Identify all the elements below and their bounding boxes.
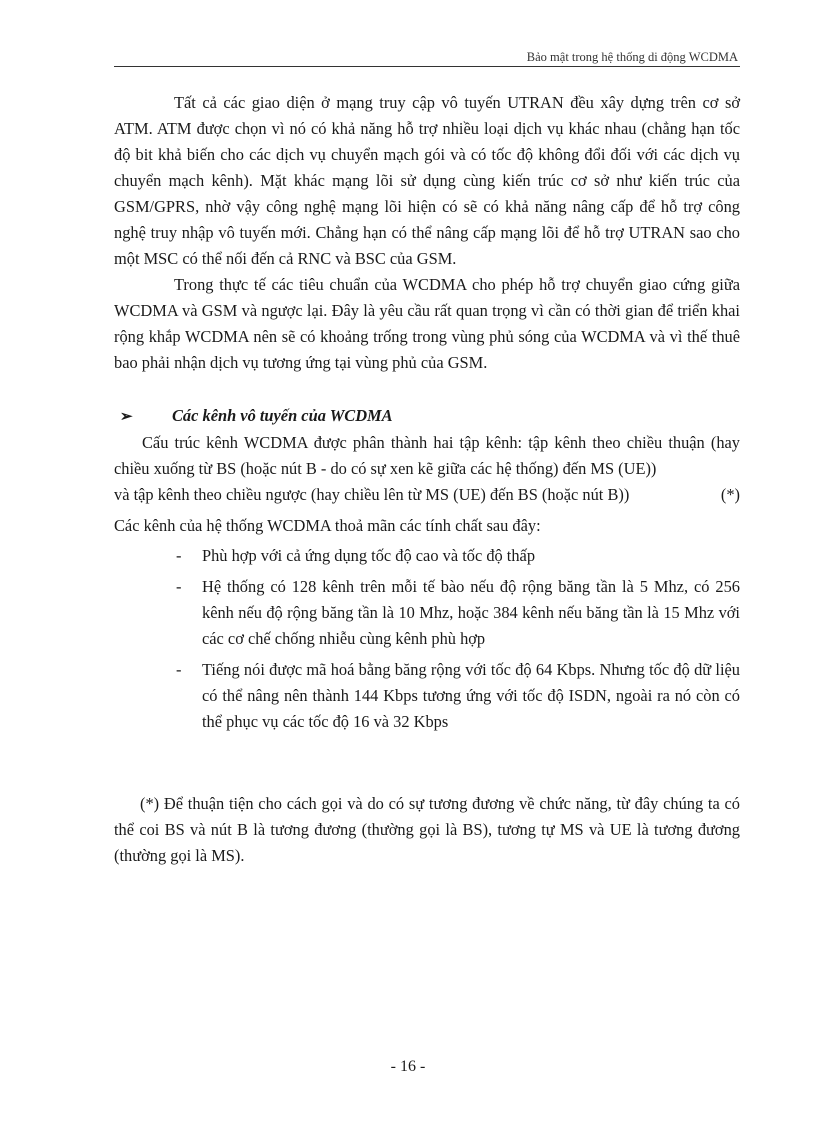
properties-list — [176, 543, 740, 735]
channel-structure-text: Cấu trúc kênh WCDMA được phân thành hai tập kênh: tập kênh theo chiều thuận (hay chiều xuống từ BS (hoặc nút B - do có sự xen kẽ giữa các hệ thống) đến MS (UE)) — [114, 433, 740, 478]
channel-structure-last-text: và tập kênh theo chiều ngược (hay chiều lên từ MS (UE) đến BS (hoặc nút B)) — [114, 485, 630, 504]
paragraph-utran: Tất cả các giao diện ở mạng truy cập vô tuyến UTRAN đều xây dựng trên cơ sở ATM. ATM được chọn vì nó có khả năng hỗ trợ nhiều loại dịch vụ khác nhau (chẳng hạn tốc độ bit khả biến cho các dịch vụ chuyển mạch gói và có tốc độ không đổi đối với các dịch vụ chuyển mạch kênh). Mặt khác mạng lõi sử dụng cùng kiến trúc cơ sở như kiến trúc của GSM/GPRS, nhờ vậy công nghệ mạng lõi hiện có sẽ có khả năng nâng cấp để hỗ trợ công nghệ truy nhập vô tuyến mới. Chẳng hạn có thể nâng cấp mạng lõi để hỗ trợ UTRAN sao cho một MSC có thể nối đến cả RNC và BSC của GSM. — [114, 93, 740, 268]
list-item-text: Hệ thống có 128 kênh trên mỗi tế bào nếu độ rộng băng tần là 5 Mhz, có 256 kênh nếu độ rộng băng tần là 10 Mhz, hoặc 384 kênh nếu băng tần là 15 Mhz với các cơ chế chống nhiễu cùng kênh phù hợp — [202, 577, 740, 648]
list-item — [176, 574, 740, 652]
list-item — [176, 543, 740, 569]
section-heading — [114, 403, 740, 430]
footnote: (*) Để thuận tiện cho cách gọi và do có sự tương đương về chức năng, từ đây chúng ta có thể coi BS và nút B là tương đương (thường gọi là BS), tương tự MS và UE là tương đương (thường gọi là MS). — [114, 794, 740, 865]
list-item-text: Phù hợp với cả ứng dụng tốc độ cao và tốc độ thấp — [202, 546, 536, 565]
properties-intro: Các kênh của hệ thống WCDMA thoả mãn các tính chất sau đây: — [114, 516, 541, 535]
section-heading-text: Các kênh vô tuyến của WCDMA — [172, 406, 393, 425]
dash-bullet: - — [176, 546, 182, 565]
page-number: - 16 - — [390, 1058, 426, 1075]
paragraph-handover: Trong thực tế các tiêu chuẩn của WCDMA cho phép hỗ trợ chuyển giao cứng giữa WCDMA và GSM và ngược lại. Đây là yêu cầu rất quan trọng vì cần có thời gian để triển khai rộng khắp WCDMA nên sẽ có khoảng trống trong vùng phủ sóng của WCDMA và vì thế thuê bao phải nhận dịch vụ tương ứng tại vùng phủ của GSM. — [114, 275, 740, 372]
page-header — [114, 50, 740, 67]
channel-structure-last-line — [114, 482, 740, 508]
list-item — [176, 657, 740, 735]
page-body — [114, 90, 740, 869]
footnote-marker: (*) — [720, 485, 740, 504]
dash-bullet: - — [176, 577, 182, 596]
list-item-text: Tiếng nói được mã hoá bằng băng rộng với tốc độ 64 Kbps. Nhưng tốc độ dữ liệu có thể nâng nên thành 144 Kbps tương ứng với tốc độ ISDN, ngoài ra nó còn có thể phục vụ các tốc độ 16 và 32 Kbps — [202, 660, 740, 731]
arrow-bullet-icon: ➢ — [120, 409, 133, 425]
header-title: Bảo mật trong hệ thống di động WCDMA — [526, 50, 738, 64]
dash-bullet: - — [176, 660, 182, 679]
